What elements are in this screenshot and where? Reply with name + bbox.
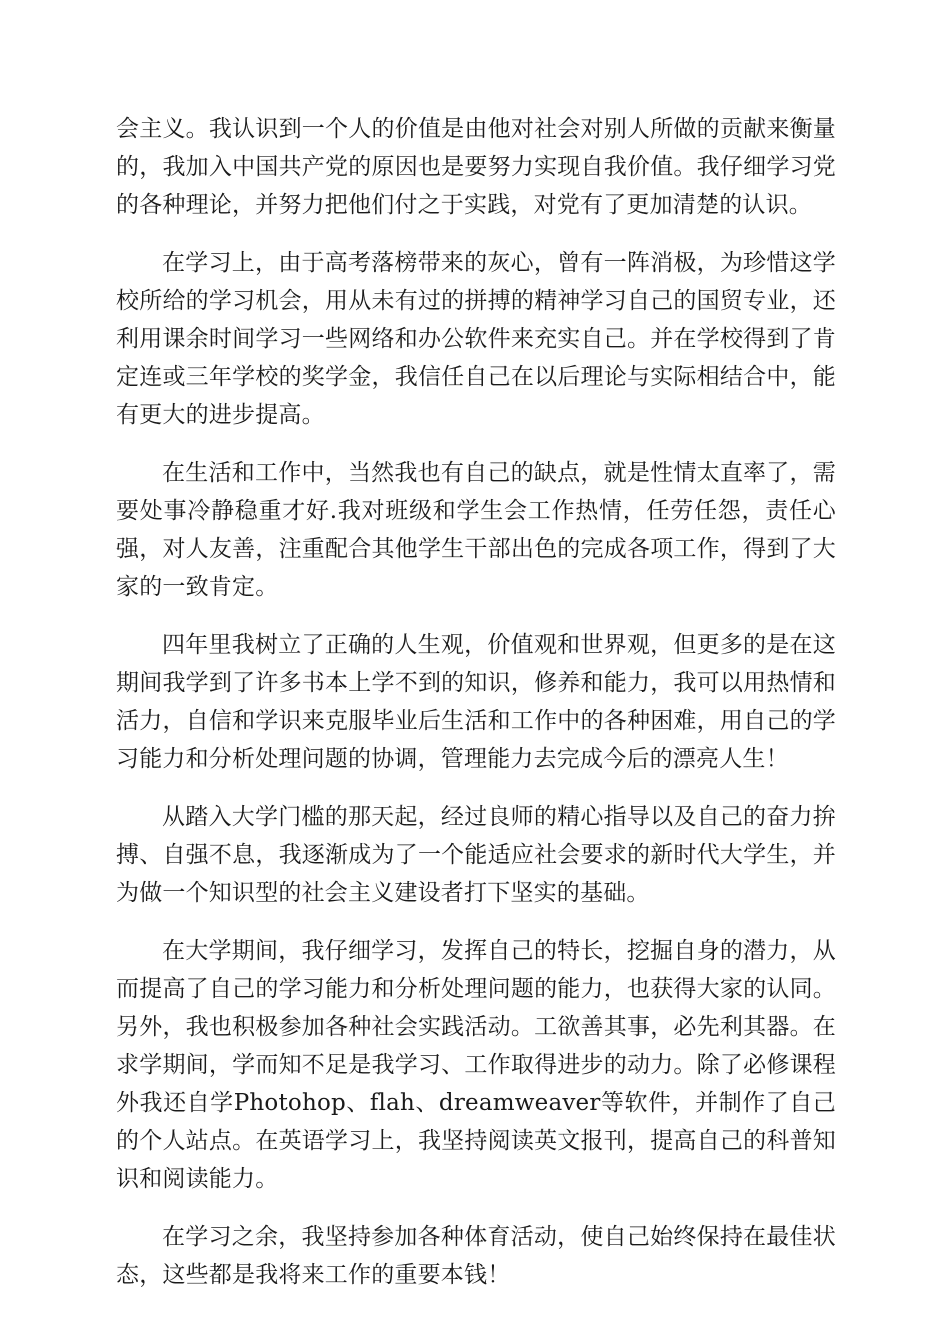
paragraph-university-start: 从踏入大学门槛的那天起，经过良师的精心指导以及自己的奋力拚搏、自强不息，我逐渐成为了一个能适应社会要求的新时代大学生，并为做一个知识型的社会主义建设者打下坚实的基础。 bbox=[116, 804, 836, 906]
document-body bbox=[116, 110, 836, 1314]
paragraph-sports: 在学习之余，我坚持参加各种体育活动，使自己始终保持在最佳状态，这些都是我将来工作的重要本钱！ bbox=[116, 1224, 836, 1288]
paragraph-four-years: 四年里我树立了正确的人生观，价值观和世界观，但更多的是在这期间我学到了许多书本上学不到的知识，修养和能力，我可以用热情和活力，自信和学识来克服毕业后生活和工作中的各种困难，用自己的学习能力和分析处理问题的协调，管理能力去完成今后的漂亮人生！ bbox=[116, 632, 836, 772]
paragraph-university-period: 在大学期间，我仔细学习，发挥自己的特长，挖掘自身的潜力，从而提高了自己的学习能力和分析处理问题的能力，也获得大家的认同。另外，我也积极参加各种社会实践活动。工欲善其事，必先利其器。在求学期间，学而知不足是我学习、工作取得进步的动力。除了必修课程外我还自学Photohop、flah、dreamweaver等软件，并制作了自己的个人站点。在英语学习上，我坚持阅读英文报刊，提高自己的科普知识和阅读能力。 bbox=[116, 938, 836, 1192]
paragraph-study: 在学习上，由于高考落榜带来的灰心，曾有一阵消极，为珍惜这学校所给的学习机会，用从未有过的拼搏的精神学习自己的国贸专业，还利用课余时间学习一些网络和办公软件来充实自己。并在学校得到了肯定连或三年学校的奖学金，我信任自己在以后理论与实际相结合中，能有更大的进步提高。 bbox=[116, 250, 836, 428]
paragraph-life-work: 在生活和工作中，当然我也有自己的缺点，就是性情太直率了，需要处事冷静稳重才好.我对班级和学生会工作热情，任劳任怨，责任心强，对人友善，注重配合其他学生干部出色的完成各项工作，得到了大家的一致肯定。 bbox=[116, 460, 836, 600]
paragraph-continuation: 会主义。我认识到一个人的价值是由他对社会对别人所做的贡献来衡量的，我加入中国共产党的原因也是要努力实现自我价值。我仔细学习党的各种理论，并努力把他们付之于实践，对党有了更加清楚的认识。 bbox=[116, 116, 836, 218]
